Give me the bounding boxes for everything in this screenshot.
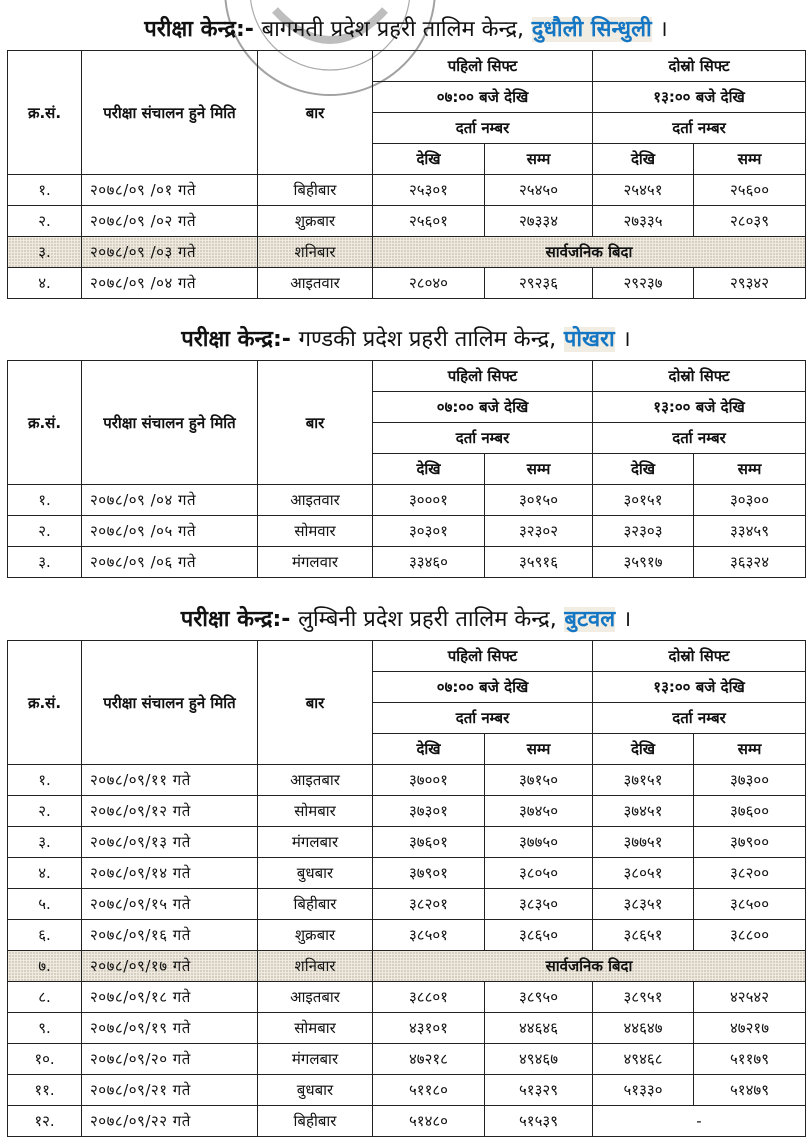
- cell-sn: २.: [8, 516, 82, 547]
- table-row: [8, 206, 806, 237]
- header-from-2: देखि: [593, 144, 694, 175]
- title-heading: परीक्षा केन्द्र:-: [144, 17, 254, 42]
- cell-s1-from: २५३०१: [373, 175, 485, 206]
- cell-s2-to: २८०३९: [694, 206, 806, 237]
- cell-sn: १२.: [8, 1106, 82, 1137]
- cell-s2-to: ३७३००: [694, 765, 806, 796]
- cell-s1-from: ३७९०१: [373, 858, 485, 889]
- cell-s1-from: ३०००१: [373, 485, 485, 516]
- cell-date: २०७८/०९ /०३ गते: [82, 237, 258, 268]
- cell-s1-to: ५१५३९: [485, 1106, 593, 1137]
- header-exam-date: परीक्षा संचालन हुने मिति: [82, 641, 258, 765]
- header-reg-no-2: दर्ता नम्बर: [593, 113, 806, 144]
- cell-day: आइतवार: [258, 485, 373, 516]
- cell-day: आइतबार: [258, 982, 373, 1013]
- table-row: [8, 796, 806, 827]
- cell-s2-from: ३८३५१: [593, 889, 694, 920]
- cell-sn: ३.: [8, 827, 82, 858]
- cell-sn: २.: [8, 796, 82, 827]
- cell-day: आइतबार: [258, 765, 373, 796]
- header-time2: १३:०० बजे देखि: [593, 82, 806, 113]
- header-from-1: देखि: [373, 734, 485, 765]
- header-shift2: दोस्रो सिफ्ट: [593, 361, 806, 392]
- cell-s1-from: २८०४०: [373, 268, 485, 299]
- cell-sn: ४.: [8, 858, 82, 889]
- cell-s1-from: ३८५०१: [373, 920, 485, 951]
- cell-date: २०७८/०९ /०६ गते: [82, 547, 258, 578]
- exam-center-section-1: [7, 10, 805, 299]
- cell-s1-from: ३७००१: [373, 765, 485, 796]
- table-row: [8, 889, 806, 920]
- cell-s1-to: २५४५०: [485, 175, 593, 206]
- header-to-1: सम्म: [485, 734, 593, 765]
- table-row: [8, 1075, 806, 1106]
- header-shift1: पहिलो सिफ्ट: [373, 361, 593, 392]
- cell-s1-to: ३८३५०: [485, 889, 593, 920]
- section-title: [7, 600, 805, 640]
- cell-date: २०७८/०९ /०२ गते: [82, 206, 258, 237]
- cell-s1-to: ३७१५०: [485, 765, 593, 796]
- header-reg-no-1: दर्ता नम्बर: [373, 703, 593, 734]
- cell-day: सोमबार: [258, 1013, 373, 1044]
- table-row: [8, 858, 806, 889]
- cell-sn: ११.: [8, 1075, 82, 1106]
- cell-s1-to: ४४६४६: [485, 1013, 593, 1044]
- cell-day: शुक्रबार: [258, 206, 373, 237]
- header-to-2: सम्म: [694, 144, 806, 175]
- cell-sn: १.: [8, 175, 82, 206]
- cell-sn: ३.: [8, 237, 82, 268]
- cell-s1-to: ३७७५०: [485, 827, 593, 858]
- cell-day: आइतवार: [258, 268, 373, 299]
- cell-date: २०७८/०९/१४ गते: [82, 858, 258, 889]
- header-to-1: सम्म: [485, 144, 593, 175]
- title-heading: परीक्षा केन्द्र:-: [180, 607, 291, 632]
- cell-s1-from: ५११८०: [373, 1075, 485, 1106]
- table-row: [8, 1106, 806, 1137]
- cell-s2-from: ३०१५१: [593, 485, 694, 516]
- cell-s2-from: ४९४६८: [593, 1044, 694, 1075]
- header-day: बार: [258, 361, 373, 485]
- cell-day: बिहीबार: [258, 175, 373, 206]
- header-day: बार: [258, 51, 373, 175]
- cell-day: बिहीबार: [258, 1106, 373, 1137]
- cell-s2-to: ३०३००: [694, 485, 806, 516]
- title-center-name: गण्डकी प्रदेश प्रहरी तालिम केन्द्र,: [298, 327, 557, 352]
- table-row: [8, 982, 806, 1013]
- cell-s2-to: ३८५००: [694, 889, 806, 920]
- header-to-1: सम्म: [485, 454, 593, 485]
- cell-date: २०७८/०९/१७ गते: [82, 951, 258, 982]
- table-row-holiday: [8, 951, 806, 982]
- table-row: [8, 516, 806, 547]
- header-reg-no-1: दर्ता नम्बर: [373, 423, 593, 454]
- header-shift1: पहिलो सिफ्ट: [373, 641, 593, 672]
- cell-sn: १.: [8, 765, 82, 796]
- holiday-note: सार्वजनिक बिदा: [373, 237, 806, 268]
- cell-s2-from: ३७१५१: [593, 765, 694, 796]
- cell-s1-to: ३७४५०: [485, 796, 593, 827]
- header-shift2: दोस्रो सिफ्ट: [593, 641, 806, 672]
- cell-day: सोमबार: [258, 796, 373, 827]
- header-to-2: सम्म: [694, 454, 806, 485]
- header-time2: १३:०० बजे देखि: [593, 392, 806, 423]
- cell-s2-to: ३८८००: [694, 920, 806, 951]
- cell-s2-from: ५१३३०: [593, 1075, 694, 1106]
- cell-sn: २.: [8, 206, 82, 237]
- table-row: [8, 920, 806, 951]
- cell-sn: ७.: [8, 951, 82, 982]
- header-reg-no-2: दर्ता नम्बर: [593, 423, 806, 454]
- title-place: दुधौली सिन्धुली: [531, 17, 652, 42]
- cell-s1-to: ३२३०२: [485, 516, 593, 547]
- header-reg-no-2: दर्ता नम्बर: [593, 703, 806, 734]
- table-row: [8, 485, 806, 516]
- schedule-table: [7, 360, 806, 578]
- cell-s1-to: ५१३२९: [485, 1075, 593, 1106]
- cell-date: २०७८/०९ /०४ गते: [82, 268, 258, 299]
- table-row: [8, 1013, 806, 1044]
- cell-s1-from: ३८२०१: [373, 889, 485, 920]
- cell-s1-to: ३८०५०: [485, 858, 593, 889]
- header-to-2: सम्म: [694, 734, 806, 765]
- cell-s1-to: ३०१५०: [485, 485, 593, 516]
- header-from-2: देखि: [593, 454, 694, 485]
- header-sn: क्र.सं.: [8, 361, 82, 485]
- cell-s2-from: २९२३७: [593, 268, 694, 299]
- cell-date: २०७८/०९/१२ गते: [82, 796, 258, 827]
- cell-s2-to: ३३४५९: [694, 516, 806, 547]
- cell-day: मंगलबार: [258, 827, 373, 858]
- header-shift2: दोस्रो सिफ्ट: [593, 51, 806, 82]
- title-place: पोखरा: [563, 327, 615, 352]
- cell-date: २०७८/०९/२२ गते: [82, 1106, 258, 1137]
- cell-s1-to: ४९४६७: [485, 1044, 593, 1075]
- cell-s1-from: ३८८०१: [373, 982, 485, 1013]
- cell-s1-from: ३०३०१: [373, 516, 485, 547]
- title-heading: परीक्षा केन्द्र:-: [181, 327, 291, 352]
- table-row: [8, 765, 806, 796]
- cell-sn: ३.: [8, 547, 82, 578]
- cell-date: २०७८/०९/१६ गते: [82, 920, 258, 951]
- cell-s2-from: ४४६४७: [593, 1013, 694, 1044]
- cell-s1-from: ४७२१८: [373, 1044, 485, 1075]
- cell-date: २०७८/०९/२० गते: [82, 1044, 258, 1075]
- cell-s1-from: २५६०१: [373, 206, 485, 237]
- cell-day: सोमवार: [258, 516, 373, 547]
- title-end: ।: [659, 17, 668, 42]
- cell-s2-to: ५१४७९: [694, 1075, 806, 1106]
- exam-center-section-3: [7, 600, 805, 1137]
- cell-s1-to: ३८६५०: [485, 920, 593, 951]
- header-sn: क्र.सं.: [8, 51, 82, 175]
- cell-s2-to: ३६३२४: [694, 547, 806, 578]
- cell-s2-from: २७३३५: [593, 206, 694, 237]
- header-from-1: देखि: [373, 454, 485, 485]
- holiday-note: सार्वजनिक बिदा: [373, 951, 806, 982]
- cell-s1-from: ३७३०१: [373, 796, 485, 827]
- table-row: [8, 827, 806, 858]
- cell-day: बुधबार: [258, 858, 373, 889]
- cell-date: २०७८/०९/२१ गते: [82, 1075, 258, 1106]
- cell-s2-from: ३२३०३: [593, 516, 694, 547]
- cell-s1-from: ४३१०१: [373, 1013, 485, 1044]
- cell-sn: ९.: [8, 1013, 82, 1044]
- cell-s2-from: ३७४५१: [593, 796, 694, 827]
- header-day: बार: [258, 641, 373, 765]
- cell-date: २०७८/०९ /०५ गते: [82, 516, 258, 547]
- cell-date: २०७८/०९/१५ गते: [82, 889, 258, 920]
- cell-s2-to: २५६००: [694, 175, 806, 206]
- cell-date: २०७८/०९/१८ गते: [82, 982, 258, 1013]
- cell-s2-to: ४७२१७: [694, 1013, 806, 1044]
- cell-s2-from: ३५९१७: [593, 547, 694, 578]
- cell-s2-from: ३८०५१: [593, 858, 694, 889]
- header-sn: क्र.सं.: [8, 641, 82, 765]
- section-title: [7, 10, 805, 50]
- cell-s2-to: ३७९००: [694, 827, 806, 858]
- cell-s2-from: ३८६५१: [593, 920, 694, 951]
- table-row: [8, 175, 806, 206]
- header-time1: ०७:०० बजे देखि: [373, 82, 593, 113]
- cell-s1-to: २७३३४: [485, 206, 593, 237]
- cell-day: बुधबार: [258, 1075, 373, 1106]
- cell-s2-to: ३७६००: [694, 796, 806, 827]
- header-from-2: देखि: [593, 734, 694, 765]
- cell-sn: ५.: [8, 889, 82, 920]
- cell-s2-to: ५११७९: [694, 1044, 806, 1075]
- header-from-1: देखि: [373, 144, 485, 175]
- cell-date: २०७८/०९ /०४ गते: [82, 485, 258, 516]
- exam-center-section-2: [7, 320, 805, 578]
- header-time1: ०७:०० बजे देखि: [373, 672, 593, 703]
- schedule-table: [7, 640, 806, 1137]
- title-center-name: बागमती प्रदेश प्रहरी तालिम केन्द्र,: [261, 17, 525, 42]
- table-row: [8, 1044, 806, 1075]
- cell-sn: ६.: [8, 920, 82, 951]
- title-end: ।: [622, 327, 631, 352]
- cell-sn: ४.: [8, 268, 82, 299]
- cell-date: २०७८/०९/१३ गते: [82, 827, 258, 858]
- cell-day: शुक्रबार: [258, 920, 373, 951]
- cell-s1-from: ३३४६०: [373, 547, 485, 578]
- header-exam-date: परीक्षा संचालन हुने मिति: [82, 51, 258, 175]
- cell-day: शनिबार: [258, 237, 373, 268]
- cell-day: मंगलबार: [258, 1044, 373, 1075]
- cell-s1-to: २९२३६: [485, 268, 593, 299]
- header-exam-date: परीक्षा संचालन हुने मिति: [82, 361, 258, 485]
- header-time2: १३:०० बजे देखि: [593, 672, 806, 703]
- table-row: [8, 547, 806, 578]
- cell-s1-from: ५१४८०: [373, 1106, 485, 1137]
- cell-s1-to: ३८९५०: [485, 982, 593, 1013]
- title-place: बुटवल: [564, 607, 616, 632]
- header-time1: ०७:०० बजे देखि: [373, 392, 593, 423]
- cell-s2-from: ३७७५१: [593, 827, 694, 858]
- title-center-name: लुम्बिनी प्रदेश प्रहरी तालिम केन्द्र,: [298, 607, 557, 632]
- header-reg-no-1: दर्ता नम्बर: [373, 113, 593, 144]
- cell-s1-to: ३५९१६: [485, 547, 593, 578]
- cell-date: २०७८/०९/१९ गते: [82, 1013, 258, 1044]
- cell-date: २०७८/०९/११ गते: [82, 765, 258, 796]
- cell-day: बिहीबार: [258, 889, 373, 920]
- cell-s2-from: ३८९५१: [593, 982, 694, 1013]
- cell-date: २०७८/०९ /०१ गते: [82, 175, 258, 206]
- schedule-table: [7, 50, 806, 299]
- title-end: ।: [622, 607, 632, 632]
- table-row-holiday: [8, 237, 806, 268]
- cell-sn: १०.: [8, 1044, 82, 1075]
- cell-s2-merged: -: [593, 1106, 806, 1137]
- cell-sn: १.: [8, 485, 82, 516]
- cell-s1-from: ३७६०१: [373, 827, 485, 858]
- cell-s2-from: २५४५१: [593, 175, 694, 206]
- cell-sn: ८.: [8, 982, 82, 1013]
- cell-s2-to: ४२५४२: [694, 982, 806, 1013]
- table-row: [8, 268, 806, 299]
- section-title: [7, 320, 805, 360]
- header-shift1: पहिलो सिफ्ट: [373, 51, 593, 82]
- cell-s2-to: ३८२००: [694, 858, 806, 889]
- cell-s2-to: २९३४२: [694, 268, 806, 299]
- cell-day: शनिबार: [258, 951, 373, 982]
- cell-day: मंगलवार: [258, 547, 373, 578]
